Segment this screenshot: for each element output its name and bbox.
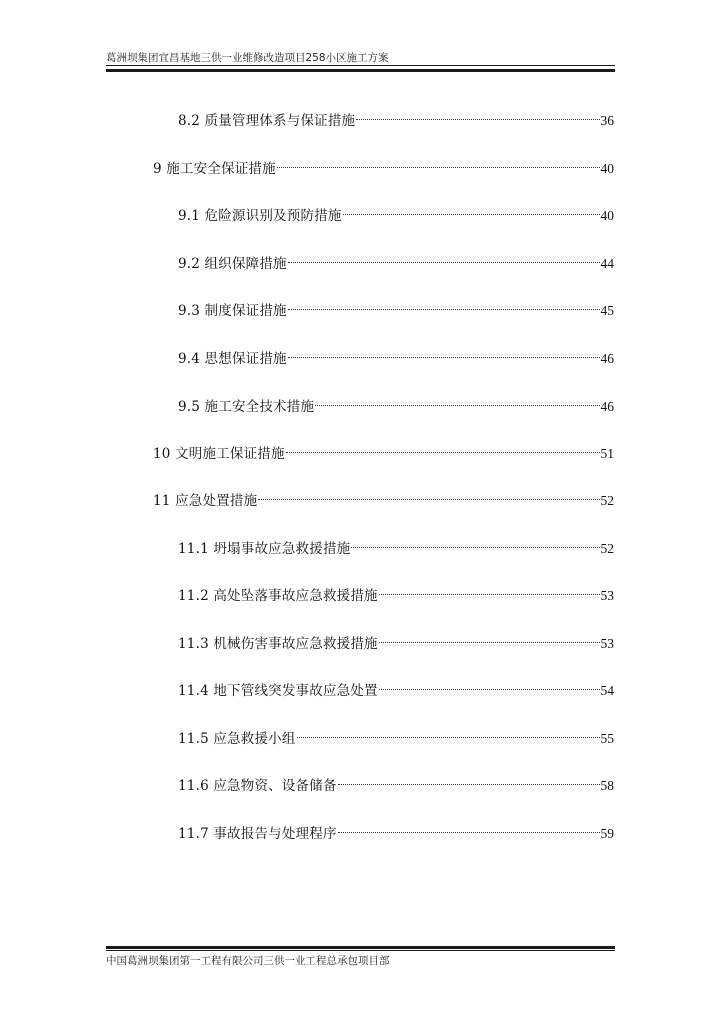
toc-page-number: 53	[600, 588, 614, 603]
toc-dot-leader	[338, 816, 600, 838]
toc-entry-title: 9.3 制度保证措施	[178, 303, 287, 319]
toc-page-number: 36	[600, 113, 614, 128]
toc-dot-leader	[277, 151, 600, 173]
toc-page-number: 52	[600, 541, 614, 556]
toc-entry[interactable]	[153, 483, 614, 509]
toc-dot-leader	[288, 341, 600, 363]
toc-page-number: 51	[600, 446, 614, 461]
toc-entry-title: 11.4 地下管线突发事故应急处置	[178, 683, 378, 699]
toc-dot-leader	[379, 673, 600, 695]
toc-entry[interactable]	[178, 103, 614, 129]
toc-entry-title: 11.2 高处坠落事故应急救援措施	[178, 588, 378, 604]
toc-dot-leader	[356, 103, 599, 125]
toc-page-number: 53	[600, 636, 614, 651]
toc-entry-title: 9 施工安全保证措施	[153, 161, 276, 177]
toc-dot-leader	[297, 721, 600, 743]
toc-dot-leader	[315, 389, 599, 411]
toc-entry-title: 9.5 施工安全技术措施	[178, 399, 315, 415]
page-header: 葛洲坝集团宜昌基地三供一业维修改造项目258小区施工方案	[106, 52, 389, 64]
toc-entry[interactable]	[178, 721, 614, 747]
toc-page-number: 54	[600, 683, 614, 698]
toc-page-number: 52	[600, 493, 614, 508]
page-footer: 中国葛洲坝集团第一工程有限公司三供一业工程总承包项目部	[106, 955, 390, 967]
toc-entry[interactable]	[178, 341, 614, 367]
toc-dot-leader	[258, 483, 599, 505]
footer-rule-thick	[106, 946, 615, 949]
toc-entry[interactable]	[178, 293, 614, 319]
header-rule-thick	[106, 69, 615, 72]
toc-dot-leader	[288, 246, 600, 268]
toc-entry-title: 8.2 质量管理体系与保证措施	[178, 113, 356, 129]
toc-entry[interactable]	[178, 768, 614, 794]
toc-entry[interactable]	[178, 531, 614, 557]
toc-page-number: 46	[600, 351, 614, 366]
toc-entry[interactable]	[153, 436, 614, 462]
header-rule-thin	[106, 65, 615, 66]
toc-dot-leader	[379, 626, 600, 648]
toc-entry[interactable]	[178, 626, 614, 652]
toc-entry-title: 11.1 坍塌事故应急救援措施	[178, 541, 351, 557]
toc-dot-leader	[343, 198, 600, 220]
toc-page-number: 40	[600, 208, 614, 223]
toc-page-number: 58	[600, 778, 614, 793]
toc-entry-title: 9.4 思想保证措施	[178, 351, 287, 367]
toc-page-number: 45	[600, 303, 614, 318]
toc-page-number: 55	[600, 731, 614, 746]
toc-entry-title: 11.5 应急救援小组	[178, 731, 296, 747]
toc-entry[interactable]	[178, 816, 614, 842]
toc-entry[interactable]	[178, 673, 614, 699]
toc-dot-leader	[351, 531, 599, 553]
toc-dot-leader	[379, 578, 600, 600]
toc-entry[interactable]	[178, 198, 614, 224]
toc-dot-leader	[338, 768, 600, 790]
toc-entry-title: 9.1 危险源识别及预防措施	[178, 208, 342, 224]
toc-entry-title: 9.2 组织保障措施	[178, 256, 287, 272]
toc-entry-title: 11 应急处置措施	[153, 493, 258, 509]
toc-entry[interactable]	[178, 246, 614, 272]
toc-entry-title: 10 文明施工保证措施	[153, 446, 285, 462]
toc-page-number: 40	[600, 161, 614, 176]
toc-dot-leader	[288, 293, 600, 315]
toc-dot-leader	[286, 436, 600, 458]
toc-entry[interactable]	[153, 151, 614, 177]
footer-rule-thin	[106, 950, 615, 951]
toc-entry-title: 11.3 机械伤害事故应急救援措施	[178, 636, 378, 652]
toc-entry-title: 11.6 应急物资、设备储备	[178, 778, 337, 794]
toc-entry-title: 11.7 事故报告与处理程序	[178, 826, 337, 842]
toc-page-number: 46	[600, 399, 614, 414]
toc-page-number: 44	[600, 256, 614, 271]
toc-entry[interactable]	[178, 578, 614, 604]
toc-entry[interactable]	[178, 389, 614, 415]
toc-page-number: 59	[600, 826, 614, 841]
